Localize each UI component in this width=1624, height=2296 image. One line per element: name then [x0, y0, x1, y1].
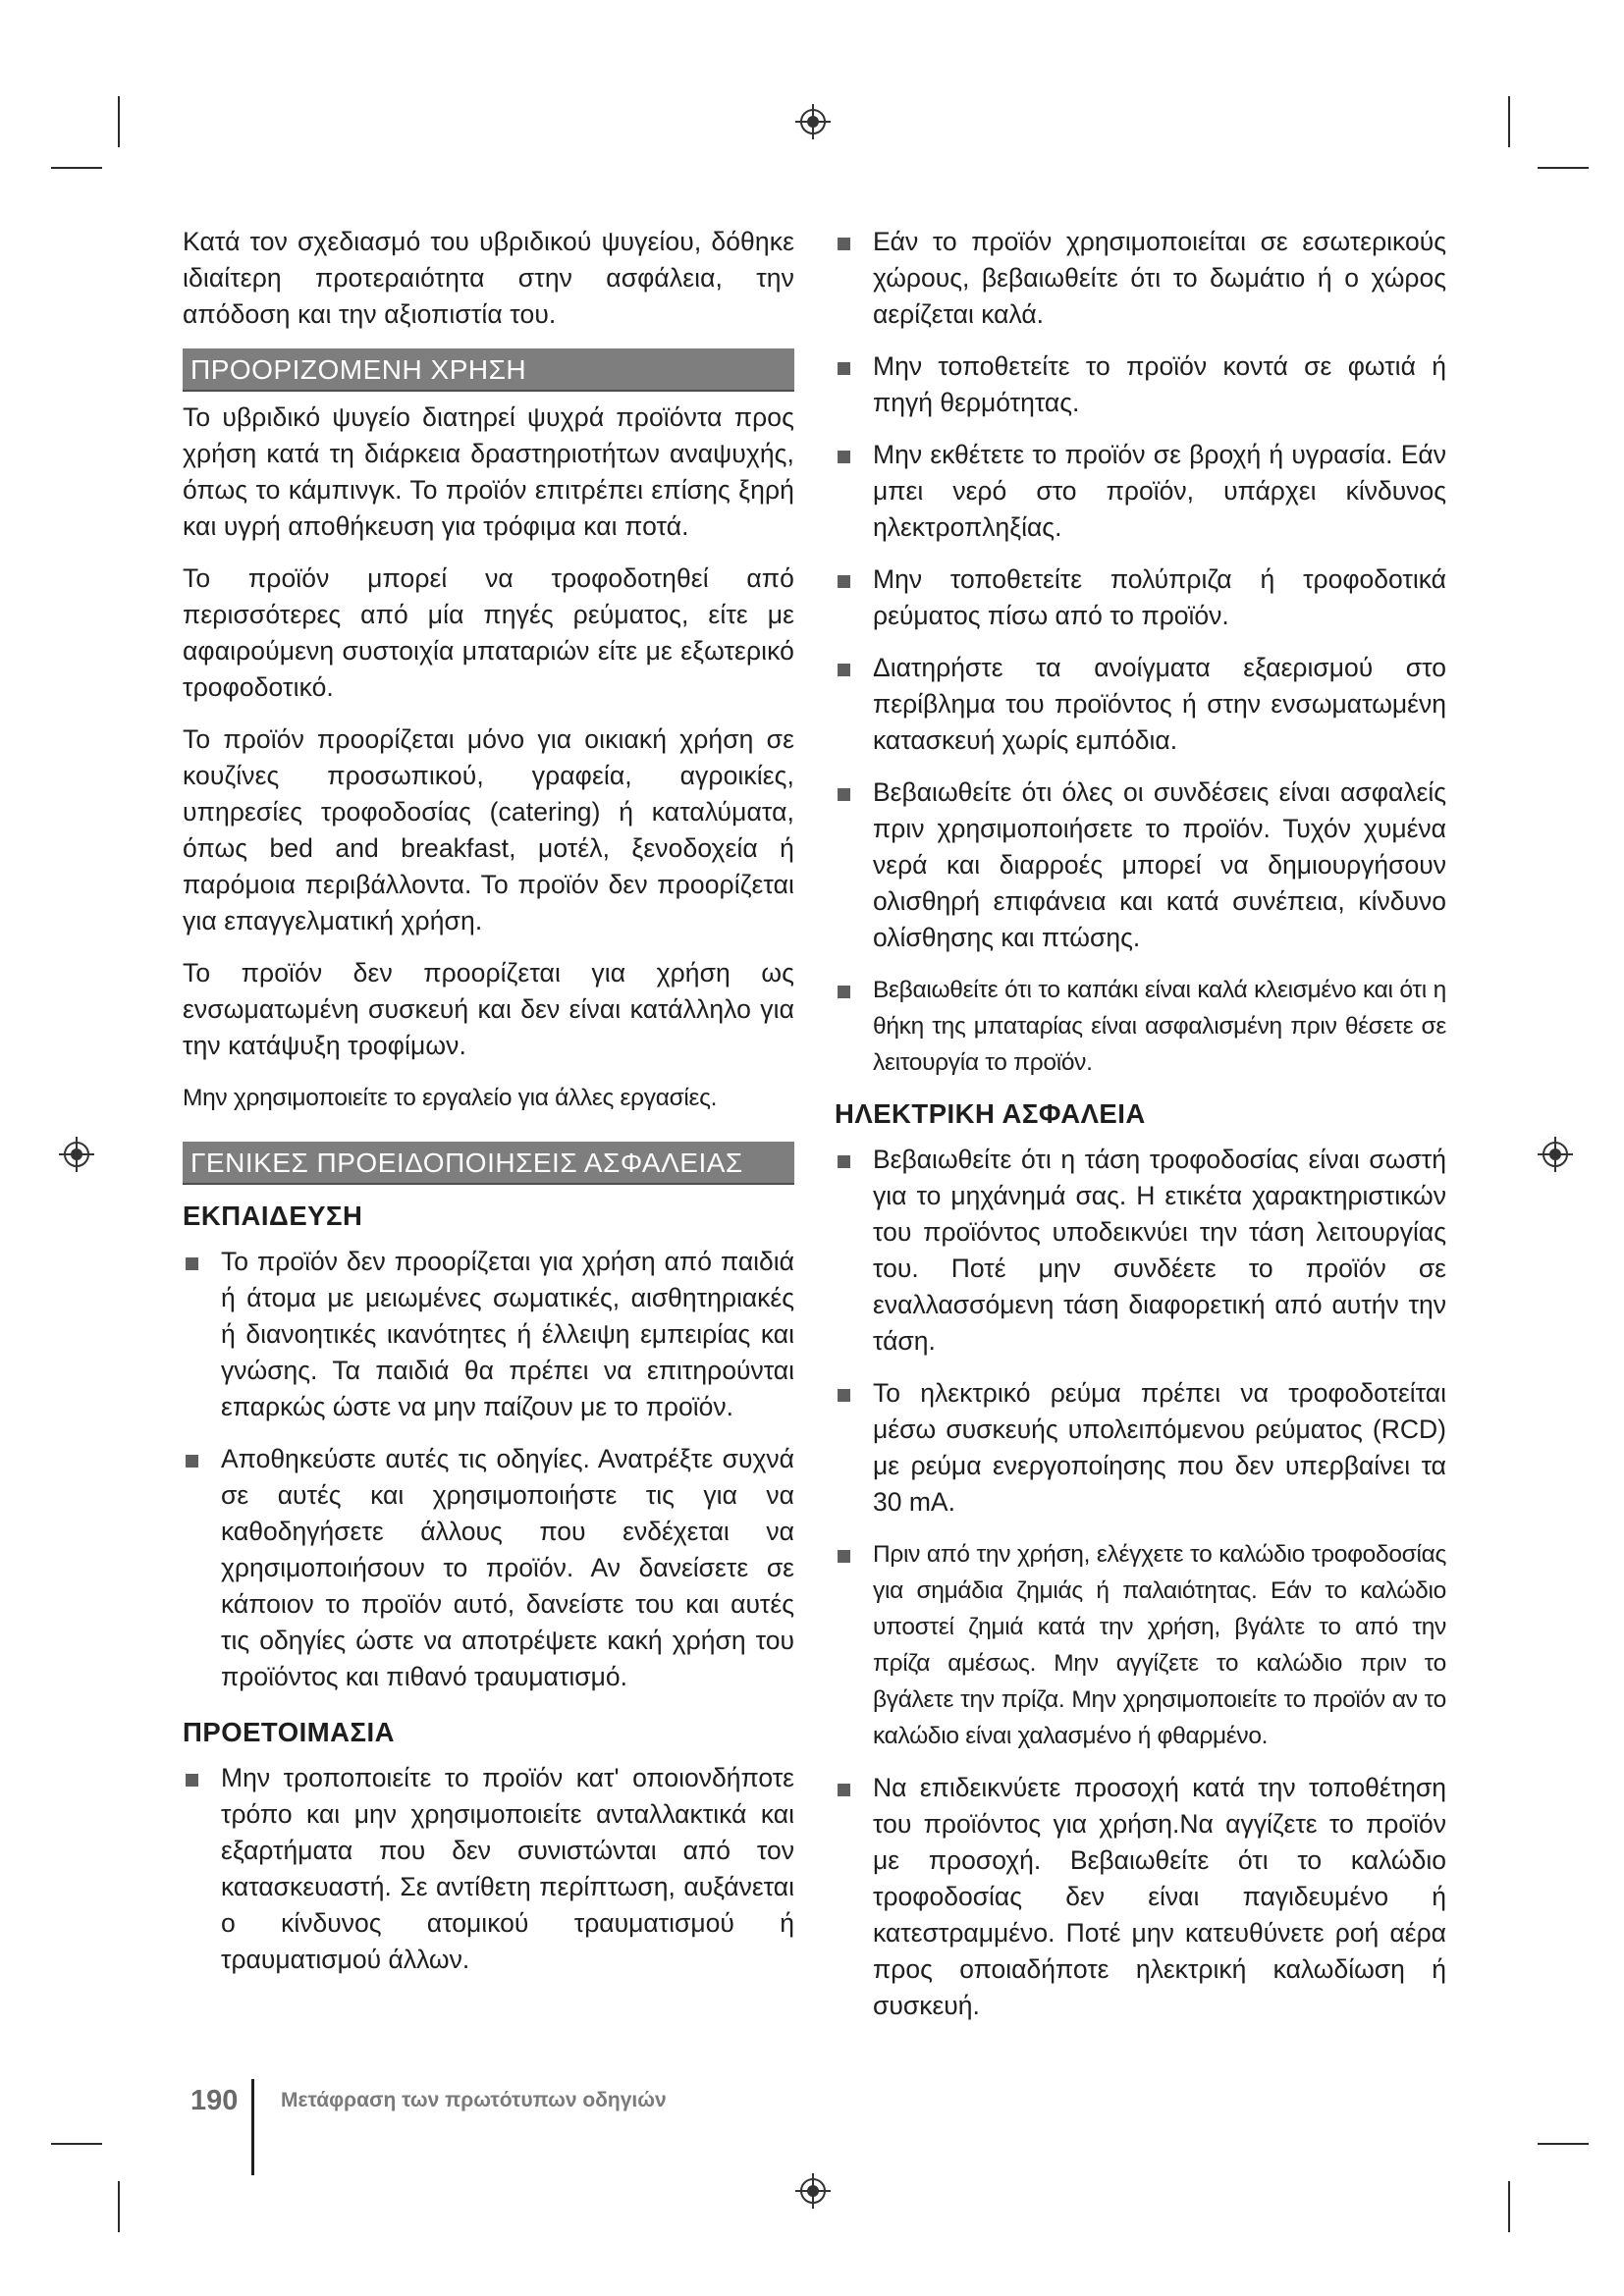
crop-mark-top-right-vertical: [1508, 96, 1510, 147]
crop-mark-bottom-left-horizontal: [51, 2143, 102, 2145]
bullet-square-icon: [186, 1455, 198, 1468]
right-column: [835, 224, 1446, 2040]
training-list: [183, 1244, 794, 1695]
footer-divider: [251, 2079, 254, 2175]
bullet-square-icon: [838, 1155, 850, 1168]
list-item: Μην τοποθετείτε το προϊόν κοντά σε φωτιά ή πηγή θερμότητας.: [835, 348, 1446, 421]
intended-use-note: Μην χρησιμοποιείτε το εργαλείο για άλλες εργασίες.: [183, 1085, 718, 1111]
crop-mark-bottom-right-horizontal: [1538, 2143, 1589, 2145]
crop-mark-top-right-horizontal: [1538, 167, 1589, 169]
crop-mark-top-left-vertical: [118, 96, 120, 147]
bullet-square-icon: [838, 1389, 850, 1402]
list-item: Να επιδεικνύετε προσοχή κατά την τοποθέτηση του προϊόντος για χρήση.Να αγγίζετε το προϊόν με προσοχή. Βεβαιωθείτε ότι το καλώδιο τροφοδοσίας δεν είναι παγιδευμένο ή κατεστραμμένο. Ποτέ μην κατευθύνετε ροή αέρα προς οποιαδήποτε ηλεκτρική καλωδίωση ή συσκευή.: [835, 1770, 1446, 2024]
intended-use-heading: ΠΡΟΟΡΙΖΟΜΕΝΗ ΧΡΗΣΗ: [183, 348, 794, 392]
intended-use-paragraph: Το προϊόν μπορεί να τροφοδοτηθεί από περισσότερες από μία πηγές ρεύματος, είτε με αφαιρούμενη συστοιχία μπαταριών είτε με εξωτερικό τροφοδοτικό.: [183, 563, 794, 702]
list-item: Το ηλεκτρικό ρεύμα πρέπει να τροφοδοτείται μέσω συσκευής υπολειπόμενου ρεύματος (RCD) με ρεύμα ενεργοποίησης που δεν υπερβαίνει τα 30 mA.: [835, 1375, 1446, 1521]
intended-use-paragraph: Το προϊόν δεν προορίζεται για χρήση ως ενσωματωμένη συσκευή και δεν είναι κατάλληλο για την κατάψυξη τροφίμων.: [183, 958, 794, 1060]
bullet-square-icon: [186, 1774, 198, 1787]
list-item: Μην εκθέτετε το προϊόν σε βροχή ή υγρασία. Εάν μπει νερό στο προϊόν, υπάρχει κίνδυνος ηλεκτροπληξίας.: [835, 437, 1446, 546]
training-title: ΕΚΠΑΙΔΕΥΣΗ: [183, 1201, 363, 1231]
bullet-square-icon: [838, 238, 850, 250]
list-item: Βεβαιωθείτε ότι η τάση τροφοδοσίας είναι σωστή για το μηχάνημά σας. Η ετικέτα χαρακτηριστικών του προϊόντος υποδεικνύει την τάση λειτουργίας του. Ποτέ μην συνδέετε το προϊόν σε εναλλασσόμενη τάση διαφορετική από αυτήν την τάση.: [835, 1142, 1446, 1360]
bullet-square-icon: [838, 1550, 850, 1563]
bullet-square-icon: [838, 788, 850, 801]
intended-use-paragraph: Το προϊόν προορίζεται μόνο για οικιακή χρήση σε κουζίνες προσωπικού, γραφεία, αγροικίες, υπηρεσίες τροφοδοσίας (catering) ή καταλύματα, όπως bed and breakfast, μοτέλ, ξενοδοχεία ή παρόμοια περιβάλλοντα. Το προϊόν δεν προορίζεται για επαγγελματική χρήση.: [183, 724, 794, 935]
bullet-square-icon: [838, 575, 850, 588]
list-item: Μην τοποθετείτε πολύπριζα ή τροφοδοτικά ρεύματος πίσω από το προϊόν.: [835, 561, 1446, 634]
bullet-square-icon: [838, 664, 850, 676]
preparation-list: [183, 1760, 794, 1978]
registration-mark-icon: [793, 2171, 833, 2211]
registration-mark-icon: [793, 102, 833, 141]
list-item: Μην τροποποιείτε το προϊόν κατ' οποιονδήποτε τρόπο και μην χρησιμοποιείτε ανταλλακτικά και εξαρτήματα που δεν συνιστώνται από τον κατασκευαστή. Σε αντίθετη περίπτωση, αυξάνεται ο κίνδυνος ατομικού τραυματισμού ή τραυματισμού άλλων.: [183, 1760, 794, 1978]
electrical-safety-list: [835, 1142, 1446, 2024]
bullet-square-icon: [186, 1257, 198, 1270]
preparation-title: ΠΡΟΕΤΟΙΜΑΣΙΑ: [183, 1717, 396, 1747]
registration-mark-icon: [57, 1135, 96, 1174]
list-item: Αποθηκεύστε αυτές τις οδηγίες. Ανατρέξτε συχνά σε αυτές και χρησιμοποιήστε τις για να καθοδηγήσετε άλλους που ενδέχεται να χρησιμοποιήσουν το προϊόν. Αν δανείσετε σε κάποιον το προϊόν αυτό, δανείστε του και αυτές τις οδηγίες ώστε να αποτρέψετε κακή χρήση του προϊόντος και πιθανό τραυματισμό.: [183, 1441, 794, 1695]
bullet-square-icon: [838, 1784, 850, 1796]
registration-mark-icon: [1536, 1135, 1575, 1174]
bullet-square-icon: [838, 451, 850, 463]
bullet-square-icon: [838, 362, 850, 375]
left-column: [183, 224, 794, 1994]
electrical-safety-title: ΗΛΕΚΤΡΙΚΗ ΑΣΦΑΛΕΙΑ: [835, 1098, 1146, 1129]
intro-paragraph: Κατά τον σχεδιασμό του υβριδικού ψυγείου, δόθηκε ιδιαίτερη προτεραιότητα στην ασφάλεια, την απόδοση και την αξιοπιστία του.: [183, 227, 794, 329]
bullet-square-icon: [838, 986, 850, 998]
footer-text: Μετάφραση των πρωτότυπων οδηγιών: [281, 2089, 667, 2111]
list-item: Το προϊόν δεν προορίζεται για χρήση από παιδιά ή άτομα με μειωμένες σωματικές, αισθητηριακές ή διανοητικές ικανότητες ή έλλειψη εμπειρίας και γνώσης. Τα παιδιά θα πρέπει να επιτηρούνται επαρκώς ώστε να μην παίζουν με το προϊόν.: [183, 1244, 794, 1425]
list-item: Πριν από την χρήση, ελέγχετε το καλώδιο τροφοδοσίας για σημάδια ζημιάς ή παλαιότητας. Εάν το καλώδιο υποστεί ζημιά κατά την χρήση, βγάλτε το από την πρίζα αμέσως. Μην αγγίζετε το καλώδιο πριν το βγάλετε την πρίζα. Μην χρησιμοποιείτε το προϊόν αν το καλώδιο είναι χαλασμένο ή φθαρμένο.: [835, 1536, 1446, 1754]
list-item: Εάν το προϊόν χρησιμοποιείται σε εσωτερικούς χώρους, βεβαιωθείτε ότι το δωμάτιο ή ο χώρος αερίζεται καλά.: [835, 224, 1446, 333]
intended-use-paragraph: Το υβριδικό ψυγείο διατηρεί ψυχρά προϊόντα προς χρήση κατά τη διάρκεια δραστηριοτήτων αναψυχής, όπως το κάμπινγκ. Το προϊόν επιτρέπει επίσης ξηρή και υγρή αποθήκευση για τρόφιμα και ποτά.: [183, 402, 794, 541]
crop-mark-bottom-right-vertical: [1508, 2181, 1510, 2232]
page-number: 190: [190, 2085, 239, 2116]
list-item: Βεβαιωθείτε ότι το καπάκι είναι καλά κλεισμένο και ότι η θήκη της μπαταρίας είναι ασφαλισμένη πριν θέσετε σε λειτουργία το προϊόν.: [835, 972, 1446, 1081]
list-item: Διατηρήστε τα ανοίγματα εξαερισμού στο περίβλημα του προϊόντος ή στην ενσωματωμένη κατασκευή χωρίς εμπόδια.: [835, 650, 1446, 759]
list-item: Βεβαιωθείτε ότι όλες οι συνδέσεις είναι ασφαλείς πριν χρησιμοποιήσετε το προϊόν. Τυχόν χυμένα νερά και διαρροές μπορεί να δημιουργήσουν ολισθηρή επιφάνεια και κατά συνέπεια, κίνδυνο ολίσθησης και πτώσης.: [835, 774, 1446, 956]
general-safety-heading: ΓΕΝΙΚΕΣ ΠΡΟΕΙΔΟΠΟΙΗΣΕΙΣ ΑΣΦΑΛΕΙΑΣ: [183, 1142, 794, 1185]
safety-list: [835, 224, 1446, 1081]
crop-mark-top-left-horizontal: [51, 167, 102, 169]
crop-mark-bottom-left-vertical: [118, 2181, 120, 2232]
